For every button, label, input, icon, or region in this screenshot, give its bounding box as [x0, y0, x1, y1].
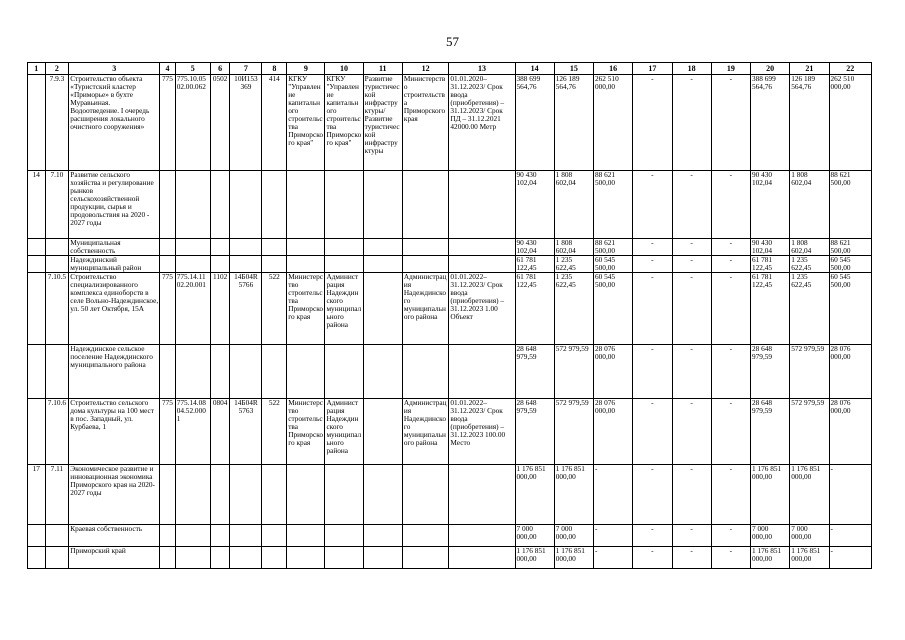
column-header: 9 [287, 63, 325, 75]
column-header: 18 [672, 63, 711, 75]
table-cell: 414 [262, 75, 287, 171]
table-cell: - [672, 547, 711, 569]
table-cell: - [829, 547, 872, 569]
table-cell [287, 547, 325, 569]
table-cell: Надеждинский муниципальный район [69, 256, 160, 273]
table-cell [28, 399, 46, 465]
table-cell: - [633, 525, 672, 547]
table-cell [449, 256, 515, 273]
table-cell: 28 648 979,59 [515, 345, 554, 399]
table-cell: 7 000 000,00 [751, 525, 790, 547]
table-cell: 126 189 564,76 [790, 75, 829, 171]
table-cell: - [672, 525, 711, 547]
table-cell: 60 545 500,00 [829, 256, 872, 273]
table-cell: - [672, 345, 711, 399]
table-cell: 1 235 622,45 [790, 273, 829, 345]
table-cell: - [672, 399, 711, 465]
table-cell: 1 235 622,45 [790, 256, 829, 273]
table-cell: 775 [160, 399, 175, 465]
table-cell: 1 176 851 000,00 [515, 547, 554, 569]
table-cell: - [594, 465, 633, 525]
table-cell [28, 273, 46, 345]
table-cell: 28 076 000,00 [829, 345, 872, 399]
table-cell: - [633, 345, 672, 399]
table-cell: 7 000 000,00 [515, 525, 554, 547]
table-cell: 14Б04R 5763 [230, 399, 262, 465]
table-cell [287, 345, 325, 399]
table-cell [325, 256, 363, 273]
table-cell: 7.10.5 [45, 273, 69, 345]
column-header: 20 [751, 63, 790, 75]
table-cell: КГКУ "Управление капитального строительства Приморского края" [287, 75, 325, 171]
table-cell: 14Б04R 5766 [230, 273, 262, 345]
table-cell [210, 345, 230, 399]
table-cell: 88 621 500,00 [594, 239, 633, 256]
table-cell: - [594, 547, 633, 569]
table-cell: 572 979,59 [790, 399, 829, 465]
table-cell [449, 239, 515, 256]
table-cell [325, 547, 363, 569]
table-cell [363, 547, 402, 569]
table-cell: Муниципальная собственность [69, 239, 160, 256]
column-header: 17 [633, 63, 672, 75]
table-cell [230, 465, 262, 525]
table-cell: - [633, 171, 672, 239]
column-header: 7 [230, 63, 262, 75]
table-cell [210, 171, 230, 239]
table-cell [325, 525, 363, 547]
table-cell: 1 176 851 000,00 [554, 547, 593, 569]
table-cell [325, 171, 363, 239]
table-cell: 522 [262, 399, 287, 465]
table-cell [28, 525, 46, 547]
table-cell: - [711, 256, 750, 273]
table-cell: 775 [160, 75, 175, 171]
table-cell: 1 808 602,04 [554, 239, 593, 256]
table-cell: Министерство строительства Приморского края [287, 399, 325, 465]
table-cell [45, 525, 69, 547]
table-cell [325, 345, 363, 399]
table-cell: - [633, 256, 672, 273]
table-cell: 10И153 369 [230, 75, 262, 171]
column-header: 1 [28, 63, 46, 75]
column-header: 13 [449, 63, 515, 75]
table-cell: 262 510 000,00 [594, 75, 633, 171]
table-cell: - [633, 547, 672, 569]
table-cell: 126 189 564,76 [554, 75, 593, 171]
table-cell [363, 256, 402, 273]
table-cell: 1 176 851 000,00 [790, 465, 829, 525]
column-header: 4 [160, 63, 175, 75]
table-cell [262, 465, 287, 525]
table-row [28, 345, 872, 399]
table-cell: 388 699 564,76 [515, 75, 554, 171]
table-cell [175, 525, 210, 547]
table-cell: - [633, 273, 672, 345]
table-cell: Приморский край [69, 547, 160, 569]
table-cell: - [711, 239, 750, 256]
table-cell: - [829, 465, 872, 525]
table-cell [45, 345, 69, 399]
table-cell [402, 525, 448, 547]
table-cell [210, 547, 230, 569]
table-cell: 1 176 851 000,00 [515, 465, 554, 525]
table-cell [175, 547, 210, 569]
table-cell [175, 239, 210, 256]
table-cell [449, 345, 515, 399]
table-cell [287, 465, 325, 525]
table-cell [449, 465, 515, 525]
table-cell [28, 239, 46, 256]
table-cell [210, 465, 230, 525]
table-cell [325, 239, 363, 256]
table-cell [402, 547, 448, 569]
table-cell: - [633, 75, 672, 171]
table-cell: Надеждинское сельское поселение Надеждинского муниципального района [69, 345, 160, 399]
table-cell: - [711, 273, 750, 345]
column-header: 5 [175, 63, 210, 75]
table-row [28, 525, 872, 547]
budget-table [27, 62, 872, 569]
table-cell [262, 345, 287, 399]
table-cell: 1102 [210, 273, 230, 345]
table-cell [160, 256, 175, 273]
table-cell [402, 465, 448, 525]
table-cell: 28 076 000,00 [594, 345, 633, 399]
table-cell: 28 648 979,59 [515, 399, 554, 465]
table-cell: 61 781 122,45 [515, 256, 554, 273]
table-cell: - [711, 345, 750, 399]
table-cell [230, 547, 262, 569]
table-cell: 28 648 979,59 [751, 345, 790, 399]
table-cell [363, 525, 402, 547]
page-number: 57 [446, 34, 459, 49]
table-cell [210, 239, 230, 256]
table-cell: 775 [160, 273, 175, 345]
table-cell: 88 621 500,00 [594, 171, 633, 239]
table-cell: 7 000 000,00 [790, 525, 829, 547]
header-row [28, 63, 872, 75]
table-cell: 01.01.2020–31.12.2023/ Срок ввода (приобретения) – 31.12.2023/ Срок ПД – 31.12.2021 42000.00 Метр [449, 75, 515, 171]
table-cell: 60 545 500,00 [594, 273, 633, 345]
table-cell [45, 239, 69, 256]
table-cell [449, 525, 515, 547]
table-cell [160, 345, 175, 399]
column-header: 14 [515, 63, 554, 75]
table-cell: Экономическое развитие и инновационная экономика Приморского края на 2020-2027 годы [69, 465, 160, 525]
table-cell: 572 979,59 [554, 399, 593, 465]
table-cell [363, 399, 402, 465]
table-cell [230, 525, 262, 547]
table-cell: - [672, 239, 711, 256]
table-cell: Администрация Надеждинского муниципального района [325, 399, 363, 465]
column-header: 2 [45, 63, 69, 75]
table-cell: 7.9.3 [45, 75, 69, 171]
table-cell: 01.01.2022–31.12.2023/ Срок ввода (приобретения) – 31.12.2023 1.00 Объект [449, 273, 515, 345]
table-cell: 60 545 500,00 [829, 273, 872, 345]
table-cell: 1 235 622,45 [554, 273, 593, 345]
table-cell: Министерство строительства Приморского края [287, 273, 325, 345]
table-cell [230, 171, 262, 239]
table-cell [28, 547, 46, 569]
table-cell [45, 256, 69, 273]
table-cell: 775.14.08 04.52.000 1 [175, 399, 210, 465]
table-cell: - [711, 547, 750, 569]
table-cell: Развитие туристической инфраструктуры/Развитие туристической инфраструктуры [363, 75, 402, 171]
table-cell: - [672, 465, 711, 525]
table-row [28, 273, 872, 345]
table-cell [287, 256, 325, 273]
table-cell: 572 979,59 [554, 345, 593, 399]
table-cell: 60 545 500,00 [594, 256, 633, 273]
table-cell [45, 547, 69, 569]
table-cell: Министерство строительства Приморского края [402, 75, 448, 171]
table-cell [402, 256, 448, 273]
table-cell: Строительство сельского дома культуры на 100 мест в пос. Западный, ул. Курбаева, 1 [69, 399, 160, 465]
table-cell: Краевая собственность [69, 525, 160, 547]
table-cell [363, 465, 402, 525]
table-cell [449, 171, 515, 239]
column-header: 12 [402, 63, 448, 75]
table-cell [160, 525, 175, 547]
table-cell: 17 [28, 465, 46, 525]
table-cell: 1 176 851 000,00 [751, 547, 790, 569]
table-cell: 7.10.6 [45, 399, 69, 465]
table-cell: - [829, 525, 872, 547]
table-cell: 90 430 102,04 [515, 239, 554, 256]
table-cell [402, 239, 448, 256]
table-cell: 388 699 564,76 [751, 75, 790, 171]
table-cell: 14 [28, 171, 46, 239]
table-body [28, 75, 872, 569]
table-cell [262, 525, 287, 547]
table-cell: 61 781 122,45 [515, 273, 554, 345]
table-cell [160, 239, 175, 256]
table-cell: 262 510 000,00 [829, 75, 872, 171]
table-cell: 7.11 [45, 465, 69, 525]
column-header: 11 [363, 63, 402, 75]
table-cell: - [711, 465, 750, 525]
table-cell [363, 239, 402, 256]
table-cell: 1 808 602,04 [790, 239, 829, 256]
table-cell [175, 345, 210, 399]
table-cell [160, 547, 175, 569]
table-cell: 775.14.11 02.20.001 [175, 273, 210, 345]
column-header: 6 [210, 63, 230, 75]
column-header: 19 [711, 63, 750, 75]
column-header: 16 [594, 63, 633, 75]
table-row [28, 399, 872, 465]
table-row [28, 75, 872, 171]
table-cell: - [711, 75, 750, 171]
table-cell [287, 171, 325, 239]
table-cell: - [711, 171, 750, 239]
table-cell: Развитие сельского хозяйства и регулирование рынков сельскохозяйственной продукции, сырья и продовольствия на 2020 - 2027 годы [69, 171, 160, 239]
table-cell: Администрация Надеждинского муниципального района [402, 273, 448, 345]
table-row [28, 465, 872, 525]
table-cell: 90 430 102,04 [515, 171, 554, 239]
table-cell [262, 171, 287, 239]
table-cell: - [672, 75, 711, 171]
table-cell [210, 256, 230, 273]
table-cell [175, 465, 210, 525]
table-cell [363, 273, 402, 345]
table-cell [175, 256, 210, 273]
table-cell: 61 781 122,45 [751, 273, 790, 345]
table-cell [28, 256, 46, 273]
table-cell: 61 781 122,45 [751, 256, 790, 273]
column-header: 15 [554, 63, 593, 75]
table-cell: - [633, 465, 672, 525]
table-cell [449, 547, 515, 569]
table-cell: 1 235 622,45 [554, 256, 593, 273]
table-cell [175, 171, 210, 239]
table-cell: - [711, 525, 750, 547]
column-header: 8 [262, 63, 287, 75]
table-cell: 775.10.05 02.00.062 [175, 75, 210, 171]
table-cell [230, 239, 262, 256]
table-cell: - [711, 399, 750, 465]
column-header: 3 [69, 63, 160, 75]
table-cell: 1 176 851 000,00 [554, 465, 593, 525]
table-cell [160, 465, 175, 525]
table-cell: - [594, 525, 633, 547]
table-cell: 90 430 102,04 [751, 171, 790, 239]
table-cell: 7.10 [45, 171, 69, 239]
table-cell [402, 171, 448, 239]
table-cell: 1 176 851 000,00 [790, 547, 829, 569]
table-cell [262, 256, 287, 273]
table-cell [230, 256, 262, 273]
table-cell: 88 621 500,00 [829, 239, 872, 256]
table-cell [262, 547, 287, 569]
table-cell: - [633, 399, 672, 465]
table-cell: 0502 [210, 75, 230, 171]
table-cell [160, 171, 175, 239]
table-row [28, 239, 872, 256]
table-cell: Администрация Надеждинского муниципального района [402, 399, 448, 465]
table-cell: 90 430 102,04 [751, 239, 790, 256]
table-cell [402, 345, 448, 399]
table-cell: Строительство объекта «Туристский кластер «Приморье» в бухте Муравьиная. Водоотведение. I очередь расширения локального очистного сооружения» [69, 75, 160, 171]
table-cell: - [633, 239, 672, 256]
column-header: 10 [325, 63, 363, 75]
table-cell [210, 525, 230, 547]
table-cell [287, 525, 325, 547]
column-header: 22 [829, 63, 872, 75]
table-row [28, 256, 872, 273]
table-row [28, 547, 872, 569]
table-cell [325, 465, 363, 525]
table-cell [363, 345, 402, 399]
table-cell: 28 076 000,00 [594, 399, 633, 465]
table-cell: 1 176 851 000,00 [751, 465, 790, 525]
table-cell [287, 239, 325, 256]
table-cell [262, 239, 287, 256]
table-cell: Администрация Надеждинского муниципального района [325, 273, 363, 345]
table-cell: Строительство специализированного комплекса единоборств в селе Вольно-Надеждинское, ул. 50 лет Октября, 15А [69, 273, 160, 345]
table-cell: КГКУ "Управление капитального строительства Приморского края" [325, 75, 363, 171]
table-cell [28, 75, 46, 171]
table-cell: 28 648 979,59 [751, 399, 790, 465]
table-row [28, 171, 872, 239]
table-cell: 28 076 000,00 [829, 399, 872, 465]
table-cell: 572 979,59 [790, 345, 829, 399]
table-cell: 1 808 602,04 [790, 171, 829, 239]
table-cell: 0804 [210, 399, 230, 465]
table-cell: - [672, 273, 711, 345]
table-cell: 522 [262, 273, 287, 345]
table-cell [363, 171, 402, 239]
table-cell [28, 345, 46, 399]
table-cell: - [672, 171, 711, 239]
table-cell: - [672, 256, 711, 273]
table-cell: 01.01.2022–31.12.2023/ Срок ввода (приобретения) – 31.12.2023 100.00 Место [449, 399, 515, 465]
table-cell: 1 808 602,04 [554, 171, 593, 239]
table-cell [230, 345, 262, 399]
column-header: 21 [790, 63, 829, 75]
table-cell: 7 000 000,00 [554, 525, 593, 547]
table-cell: 88 621 500,00 [829, 171, 872, 239]
